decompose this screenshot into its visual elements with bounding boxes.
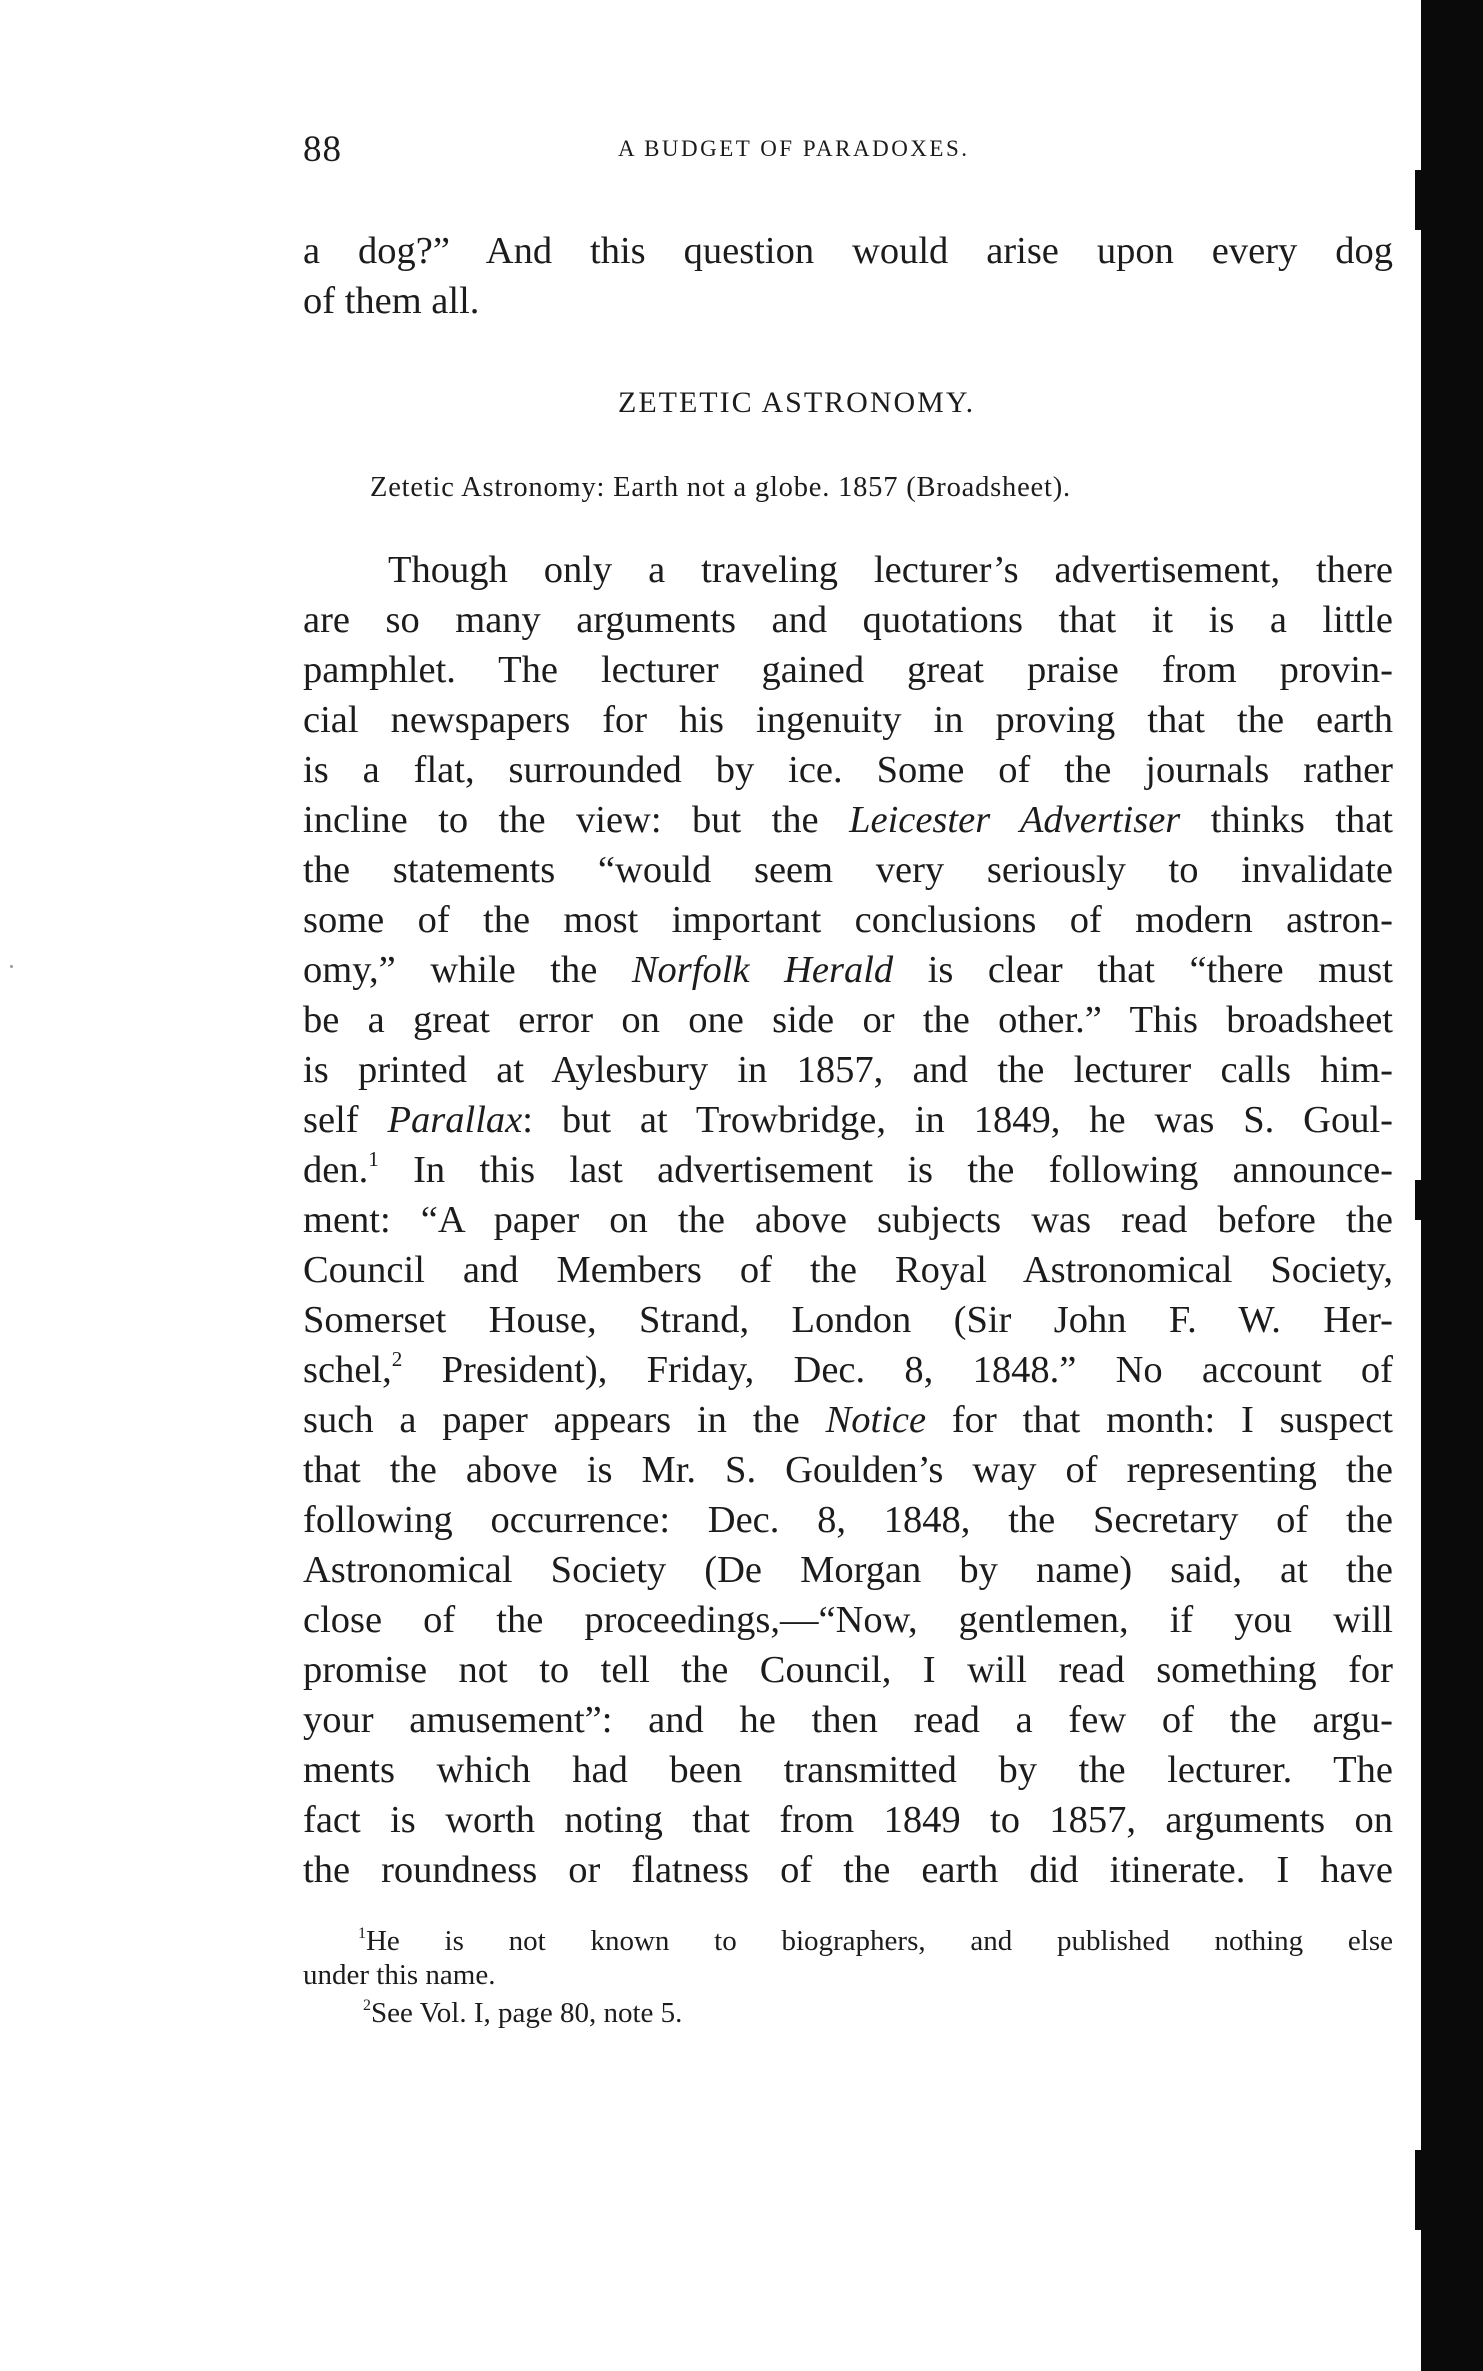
footnote-mark: 2 — [363, 1997, 371, 2015]
text-line: a dog?” And this question would arise upon every dog — [303, 230, 1393, 272]
text-line: ment: “A paper on the above subjects was read before the — [303, 1199, 1393, 1241]
text-line: is printed at Aylesbury in 1857, and the lecturer calls him- — [303, 1049, 1393, 1091]
footnote-line: $^2$See Vol. I, page 80, note 5. — [363, 1997, 683, 2029]
text-line: schel,$^2$ President), Friday, Dec. 8, 1848.” No account of — [303, 1347, 1393, 1391]
text-line: Council and Members of the Royal Astronomical Society, — [303, 1249, 1393, 1291]
text-line: following occurrence: Dec. 8, 1848, the Secretary of the — [303, 1499, 1393, 1541]
continuation-text — [303, 226, 1393, 326]
page-edge-notch — [1415, 2150, 1421, 2230]
footnote-line: $^1$He is not known to biographers, and published nothing else — [358, 1925, 1393, 1957]
text-line: your amusement”: and he then read a few of the argu- — [303, 1699, 1393, 1741]
footnote-ref: 1 — [368, 1147, 379, 1172]
text-line: are so many arguments and quotations that it is a little — [303, 599, 1393, 641]
page-edge-notch — [1415, 1180, 1421, 1220]
text-line: be a great error on one side or the other.” This broadsheet — [303, 999, 1393, 1041]
text-line: pamphlet. The lecturer gained great praise from provin- — [303, 649, 1393, 691]
text-line: self Parallax: but at Trowbridge, in 1849, he was S. Goul- — [303, 1099, 1393, 1141]
footnote-1 — [303, 1924, 1393, 1992]
text-line: cial newspapers for his ingenuity in proving that the earth — [303, 699, 1393, 741]
text-line: den.$^1$ In this last advertisement is the following announce- — [303, 1147, 1393, 1191]
text-line: promise not to tell the Council, I will read something for — [303, 1649, 1393, 1691]
section-citation: Zetetic Astronomy: Earth not a globe. 1857 (Broadsheet). — [370, 472, 1071, 503]
text-line: the statements “would seem very seriously to invalidate — [303, 849, 1393, 891]
text-line: some of the most important conclusions of modern astron- — [303, 899, 1393, 941]
running-head: A BUDGET OF PARADOXES. — [618, 136, 970, 161]
page-edge-notch — [1415, 170, 1421, 230]
scan-speck — [10, 965, 13, 968]
footnote-ref: 2 — [391, 1347, 403, 1372]
footnote-mark: 1 — [358, 1925, 366, 1943]
italic-pseudonym: Parallax — [387, 1099, 523, 1141]
text-line: ments which had been transmitted by the lecturer. The — [303, 1749, 1393, 1791]
text-line: incline to the view: but the Leicester Advertiser thinks that — [303, 799, 1394, 841]
footnote-line: under this name. — [303, 1959, 496, 1991]
text-line: is a flat, surrounded by ice. Some of the journals rather — [303, 749, 1393, 791]
section-title: ZETETIC ASTRONOMY. — [618, 386, 976, 419]
text-line: fact is worth noting that from 1849 to 1857, arguments on — [303, 1799, 1393, 1841]
text-line: Though only a traveling lecturer’s advertisement, there — [388, 549, 1393, 591]
text-line: that the above is Mr. S. Goulden’s way of representing the — [303, 1449, 1393, 1491]
text-line: omy,” while the Norfolk Herald is clear that “there must — [303, 949, 1393, 991]
text-line: close of the proceedings,—“Now, gentlemen, if you will — [303, 1599, 1393, 1641]
text-line: Astronomical Society (De Morgan by name) said, at the — [303, 1549, 1393, 1591]
italic-title: Norfolk Herald — [631, 949, 894, 991]
footnote-2 — [303, 1996, 1393, 2030]
text-line: Somerset House, Strand, London (Sir John F. W. Her- — [303, 1299, 1393, 1341]
text-line: such a paper appears in the Notice for that month: I suspect — [303, 1399, 1393, 1441]
italic-title: Notice — [825, 1399, 927, 1441]
body-paragraph — [303, 545, 1393, 1895]
text-line: of them all. — [303, 280, 480, 322]
italic-title: Leicester Advertiser — [849, 799, 1181, 841]
page-number: 88 — [303, 129, 342, 170]
text-line: the roundness or flatness of the earth did itinerate. I have — [303, 1849, 1393, 1891]
page-edge-shadow — [1421, 0, 1483, 2371]
